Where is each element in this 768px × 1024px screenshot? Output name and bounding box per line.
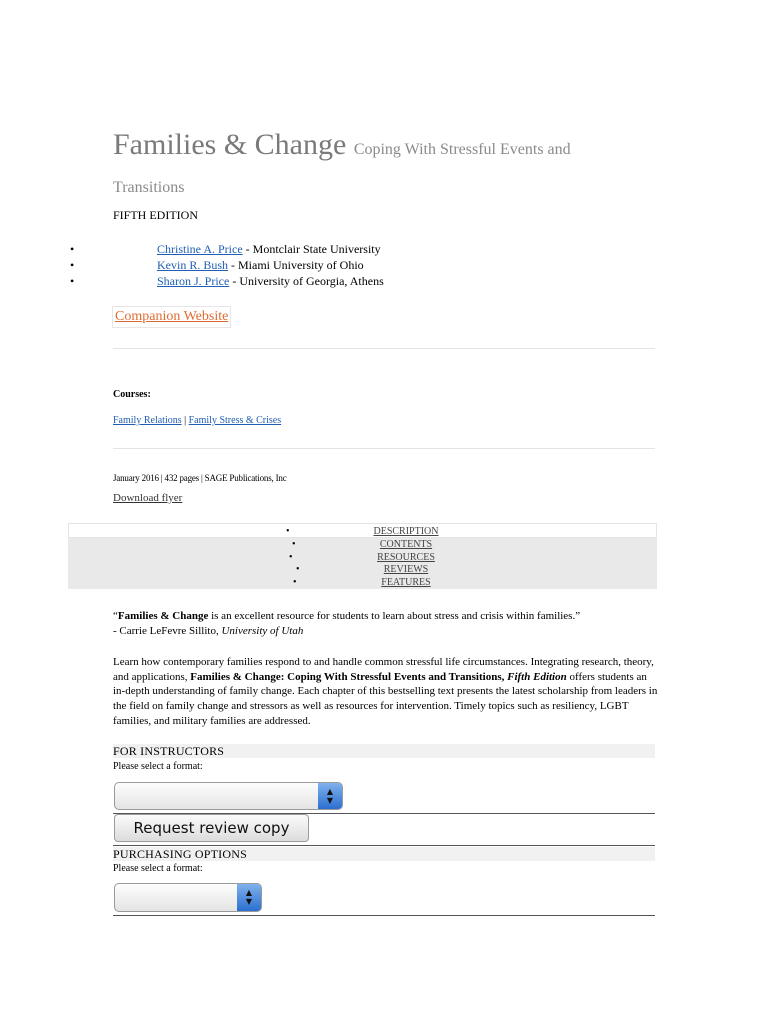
bullet-icon: • <box>296 564 300 575</box>
bullet-icon: • <box>286 526 290 537</box>
courses-list <box>113 414 281 428</box>
courses-label: Courses: <box>113 389 151 400</box>
publication-info: January 2016 | 432 pages | SAGE Publications, Inc <box>113 473 287 483</box>
up-down-arrows-icon: ▲ ▼ <box>318 783 342 809</box>
bullet-icon: • <box>293 577 297 588</box>
author-link-sharon-price[interactable]: Sharon J. Price <box>157 274 230 288</box>
review-quote <box>113 609 658 639</box>
description-text-1: Learn how contemporary families respond to and handle common stressful life circumstances. Integrating research, theory, and applications, <box>113 656 654 683</box>
purchasing-select-label: Please select a format: <box>113 863 203 874</box>
divider <box>113 845 655 846</box>
tab-features[interactable]: FEATURES <box>381 577 431 588</box>
up-down-arrows-icon: ▲ ▼ <box>237 884 261 911</box>
instructors-heading: FOR INSTRUCTORS <box>113 744 225 758</box>
instructors-select-label: Please select a format: <box>113 761 203 772</box>
request-review-copy-button[interactable]: Request review copy <box>114 814 309 842</box>
divider <box>113 448 655 449</box>
author-affiliation: - Montclair State University <box>242 242 381 256</box>
author-link-kevin-bush[interactable]: Kevin R. Bush <box>157 258 229 272</box>
bullet-icon: • <box>70 274 75 288</box>
author-link-christine-price[interactable]: Christine A. Price <box>157 242 243 256</box>
author-item <box>0 257 768 273</box>
author-item <box>0 241 768 257</box>
book-subtitle-line2: Transitions <box>113 179 185 196</box>
tab-reviews[interactable]: REVIEWS <box>383 564 429 575</box>
bullet-icon: • <box>70 242 75 256</box>
quote-open-mark: “ <box>113 610 118 622</box>
purchasing-format-select[interactable] <box>114 883 262 912</box>
course-link-family-relations[interactable]: Family Relations <box>113 415 182 426</box>
divider <box>113 915 655 916</box>
quote-text: is an excellent resource for students to learn about stress and crisis within families.” <box>208 610 581 622</box>
section-heading-purchasing <box>113 847 655 861</box>
quote-attribution: - Carrie LeFevre Sillito, <box>113 625 222 637</box>
page-title <box>113 126 571 169</box>
tab-contents[interactable]: CONTENTS <box>379 539 433 550</box>
bullet-icon: • <box>292 539 296 550</box>
book-title: Families & Change <box>113 128 347 161</box>
author-affiliation: - University of Georgia, Athens <box>229 274 384 288</box>
tab-nav <box>68 523 657 589</box>
quote-attribution-institution: University of Utah <box>221 625 304 637</box>
author-list <box>0 241 768 289</box>
quote-book-title: Families & Change <box>117 610 209 622</box>
book-subtitle-line1: Coping With Stressful Events and <box>353 141 571 158</box>
course-separator: | <box>181 415 189 426</box>
description-book-title: Families & Change: Coping With Stressful Events and Transitions, <box>190 670 508 683</box>
section-heading-instructors <box>113 744 655 758</box>
download-flyer-link[interactable]: Download flyer <box>113 492 183 504</box>
edition-label: FIFTH EDITION <box>113 208 198 222</box>
instructors-format-select[interactable] <box>114 782 343 810</box>
companion-website-link[interactable]: Companion Website <box>112 306 231 328</box>
description-edition: Fifth Edition <box>507 670 567 683</box>
author-item <box>0 273 768 289</box>
description-text-2: offers students an in-depth understanding of family change. Each chapter of this bestselling text presents the latest scholarship from leaders in the field on family change and stressors as well as resources for intervention. Timely topics such as resiliency, LGBT families, and military families are addressed. <box>113 670 658 727</box>
tab-resources[interactable]: RESOURCES <box>377 552 435 563</box>
bullet-icon: • <box>289 552 293 563</box>
author-affiliation: - Miami University of Ohio <box>228 258 364 272</box>
tab-description[interactable]: DESCRIPTION <box>373 526 439 537</box>
book-description <box>113 655 658 729</box>
course-link-family-stress[interactable]: Family Stress & Crises <box>188 415 282 426</box>
bullet-icon: • <box>70 258 75 272</box>
divider <box>113 348 655 349</box>
purchasing-heading: PURCHASING OPTIONS <box>113 847 247 861</box>
